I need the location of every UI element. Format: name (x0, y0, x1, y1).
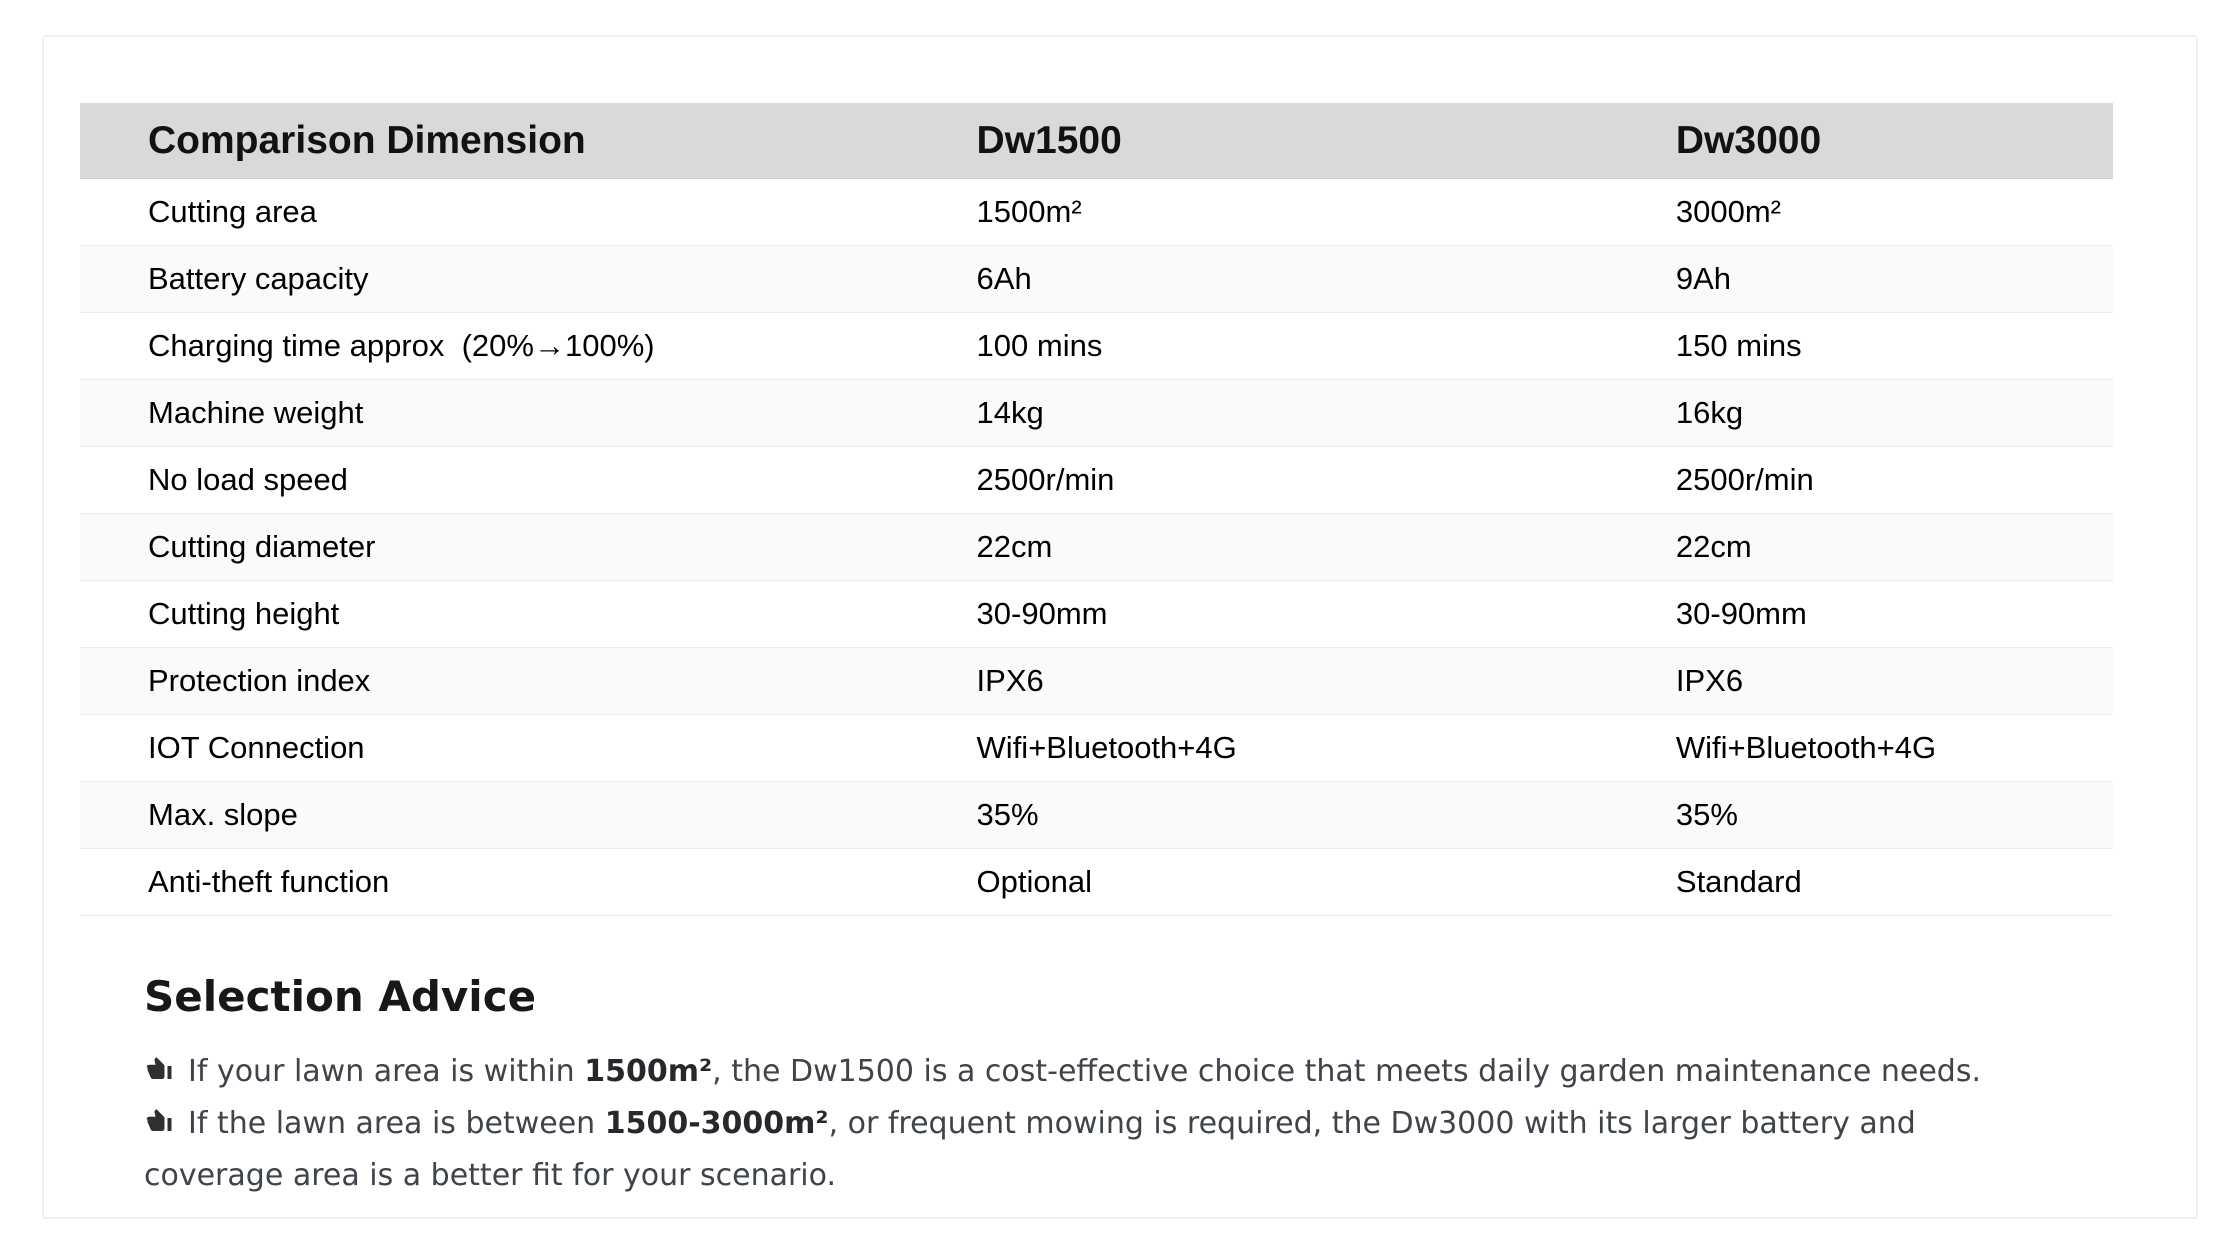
row-label: Machine weight (80, 380, 977, 447)
advice-text-pre: If your lawn area is within (188, 1054, 585, 1089)
advice-bullet (144, 1046, 2064, 1098)
row-label: Cutting diameter (80, 514, 977, 581)
header-dimension: Comparison Dimension (80, 103, 977, 179)
dw3000-value: IPX6 (1676, 648, 2113, 715)
dw1500-value: 2500r/min (977, 447, 1676, 514)
thumb-up-icon (144, 1101, 174, 1131)
comparison-card (42, 35, 2198, 1219)
dw3000-value: 30-90mm (1676, 581, 2113, 648)
row-label: Anti-theft function (80, 849, 977, 916)
advice-bullet (144, 1098, 2064, 1202)
header-dw1500: Dw1500 (977, 103, 1676, 179)
row-label: IOT Connection (80, 715, 977, 782)
table-row (80, 715, 2113, 782)
dw3000-value: 9Ah (1676, 246, 2113, 313)
advice-text-pre: If the lawn area is between (188, 1106, 605, 1141)
dw3000-value: 35% (1676, 782, 2113, 849)
row-label: Charging time approx (20%→100%) (80, 313, 977, 380)
comparison-table-wrap (80, 103, 2113, 916)
row-label: Battery capacity (80, 246, 977, 313)
table-row (80, 514, 2113, 581)
dw3000-value: 16kg (1676, 380, 2113, 447)
table-header-row (80, 103, 2113, 179)
table-row (80, 648, 2113, 715)
dw3000-value: 22cm (1676, 514, 2113, 581)
row-label: Cutting area (80, 179, 977, 246)
thumb-up-icon (144, 1049, 174, 1079)
row-label: Max. slope (80, 782, 977, 849)
table-row (80, 246, 2113, 313)
dw1500-value: 14kg (977, 380, 1676, 447)
dw3000-value: 2500r/min (1676, 447, 2113, 514)
dw1500-value: IPX6 (977, 648, 1676, 715)
dw3000-value: 150 mins (1676, 313, 2113, 380)
dw1500-value: Optional (977, 849, 1676, 916)
table-row (80, 782, 2113, 849)
selection-advice-section (144, 972, 2064, 1202)
dw1500-value: 35% (977, 782, 1676, 849)
table-row (80, 179, 2113, 246)
dw1500-value: Wifi+Bluetooth+4G (977, 715, 1676, 782)
row-label: Cutting height (80, 581, 977, 648)
advice-text-bold: 1500-3000m² (604, 1106, 829, 1141)
advice-text-post: , or frequent mowing is required, the Dw3000 with its larger battery and coverage area is a better fit for your scenario. (144, 1106, 1916, 1193)
table-row (80, 849, 2113, 916)
dw1500-value: 30-90mm (977, 581, 1676, 648)
dw1500-value: 22cm (977, 514, 1676, 581)
dw1500-value: 6Ah (977, 246, 1676, 313)
dw3000-value: 3000m² (1676, 179, 2113, 246)
dw3000-value: Wifi+Bluetooth+4G (1676, 715, 2113, 782)
dw1500-value: 100 mins (977, 313, 1676, 380)
row-label: No load speed (80, 447, 977, 514)
header-dw3000: Dw3000 (1676, 103, 2113, 179)
table-row (80, 380, 2113, 447)
selection-advice-title: Selection Advice (144, 972, 537, 1021)
comparison-table (80, 103, 2113, 916)
advice-text-bold: 1500m² (584, 1054, 713, 1089)
table-row (80, 581, 2113, 648)
advice-text-post: , the Dw1500 is a cost-effective choice that meets daily garden maintenance needs. (712, 1054, 1981, 1089)
dw1500-value: 1500m² (977, 179, 1676, 246)
row-label: Protection index (80, 648, 977, 715)
table-row (80, 447, 2113, 514)
table-row (80, 313, 2113, 380)
dw3000-value: Standard (1676, 849, 2113, 916)
